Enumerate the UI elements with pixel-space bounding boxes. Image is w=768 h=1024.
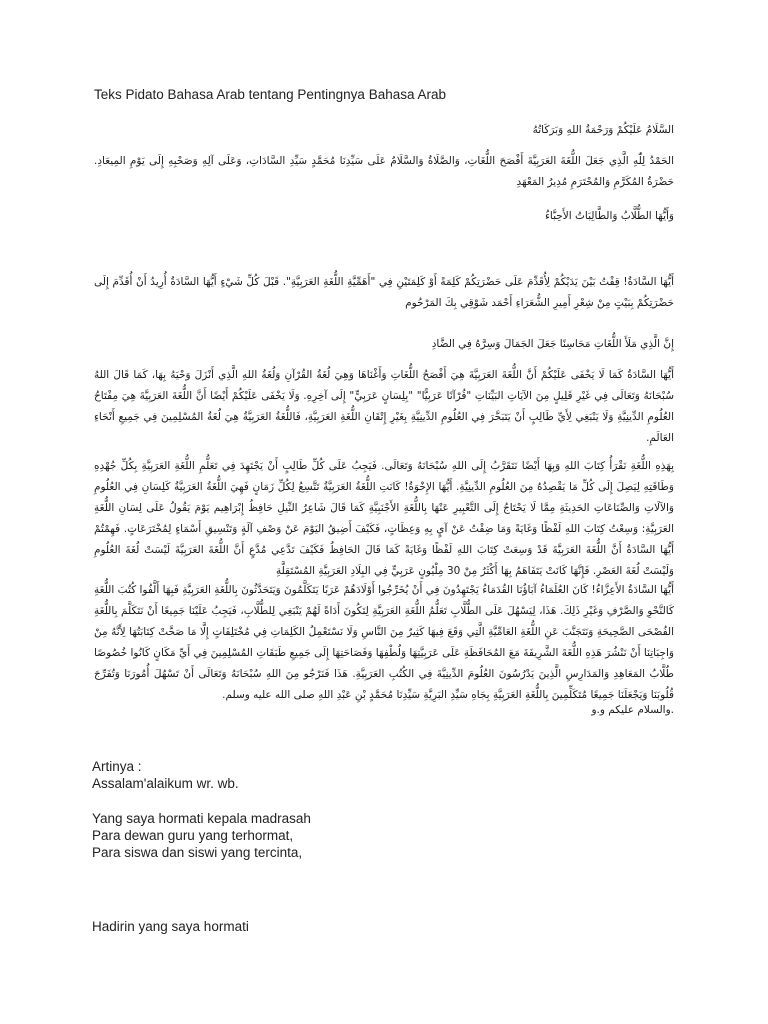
arabic-closing: .والسلام عليكم و.و (591, 704, 674, 716)
greeting-line-3: Para siswa dan siswi yang tercinta, (92, 845, 303, 860)
greeting-line-1: Yang saya hormati kepala madrasah (92, 811, 311, 826)
translation-salam: Assalam'alaikum wr. wb. (92, 776, 239, 791)
greeting-line-4: Hadirin yang saya hormati (92, 919, 249, 934)
arabic-salam: السَّلَامُ عَلَيْكُمْ وَرَحْمَةُ اللهِ وَبَرَكَاتُهُ (532, 124, 674, 136)
arabic-paragraph-2: أَيُّهَا السَّادَةُ كَمَا لَا يَخْفَى عَلَيْكُمْ أَنَّ اللُّغَةَ العَرَبِيَّةَ هِيَ أَفْصَحُ اللُّغَاتِ وَأَغْنَاهَا وَهِيَ لُغَةُ القُرْآنِ وَلُغَةُ اللهِ الَّذِي أَنْزَلَ وَحْيَهُ بِهَا، كَمَا قَالَ اللهُ سُبْحَانَهُ وَتَعَالَى فِي غَيْرِ قَلِيلٍ مِنَ الآيَاتِ البَيِّنَاتِ "قُرْآنًا عَرَبِيًّا" "بِلِسَانٍ عَرَبِيٍّ" إِلَى آخِرِهِ. وَلَا يَخْفَى عَلَيْكُمْ أَيْضًا أَنَّ اللُّغَةَ العَرَبِيَّةَ هِيَ مِفْتَاحُ العُلُومِ الدِّينِيَّةِ وَلَا يَنْبَغِي لِأَيِّ طَالِبٍ أَنْ يَتَبَحَّرَ فِي العُلُومِ الدِّينِيَّةِ بِغَيْرِ إِتْقَانِ اللُّغَةِ العَرَبِيَّةِ، فَاللُّغَةُ العَرَبِيَّةُ هِيَ لُغَةُ المُسْلِمِينَ فِي جَمِيعِ أَنْحَاءِ العَالَمِ. (94, 369, 674, 444)
arabic-poem-line: إِنَّ الَّذِي مَلَأَ اللُّغَاتِ مَحَاسِنًا جَعَلَ الجَمَالَ وَسِرَّهُ فِي الضَّادِ (431, 338, 674, 350)
arabic-paragraph-3: بِهَذِهِ اللُّغَةِ نَقْرَأُ كِتَابَ اللهِ وَبِهَا أَيْضًا نَتَقَرَّبُ إِلَى اللهِ سُبْحَانَهُ وَتَعَالَى. فَيَجِبُ عَلَى كُلِّ طَالِبٍ أَنْ يَجْتَهِدَ فِي تَعَلُّمِ اللُّغَةِ العَرَبِيَّةِ بِكُلِّ جُهْدِهِ وَطَاقَتِهِ لِيَصِلَ إِلَى كُلِّ مَا يَقْصِدُهُ مِنَ العُلُومِ الدِّينِيَّةِ. أَيُّهَا الإِخْوَةُ! كَانَتِ اللُّغَةُ العَرَبِيَّةُ تَتَّسِعُ لِكُلِّ زَمَانٍ فَهِيَ اللُّغَةُ العَرَبِيَّةُ كَلِسَانِ فِي العُلُومِ وَالآلَاتِ وَالصِّنَاعَاتِ الحَدِيثَةِ مِمَّا لَا يَحْتَاجُ إِلَى التَّعْبِيرِ عَنْهَا بِاللُّغَةِ الأَجْنَبِيَّةِ كَمَا قَالَ شَاعِرُ النِّيلِ حَافِظُ إِبْرَاهِيم يَوْمَ يَقُولُ عَلَى لِسَانِ اللُّغَةِ العَرَبِيَّةِ: وَسِعْتُ كِتَابَ اللهِ لَفْظًا وَغَايَةً وَمَا ضِقْتُ عَنْ آيٍ بِهِ وَعِظَاتٍ، فَكَيْفَ أَضِيقُ اليَوْمَ عَنْ وَصْفِ آلَةٍ وَتَنْسِيقِ أَسْمَاءٍ لِمُخْتَرَعَاتٍ. فَهِمْتُمْ أَيُّهَا السَّادَةُ أَنَّ اللُّغَةَ العَرَبِيَّةَ قَدْ وَسِعَتْ كِتَابَ اللهِ لَفْظًا وَغَايَةً كَمَا قَالَ الحَافِظُ فَكَيْفَ تَدَّعِي مُدَّعٍ أَنَّ اللُّغَةَ العَرَبِيَّةَ لَيْسَتْ لُغَةَ العُلُومِ وَلَيْسَتْ لُغَةَ العَصْرِ. فَإِنَّهَا كَانَتْ يَتَفَاهَمُ بِهَا أَكْثَرُ مِنْ 30 مِلْيُونٍ عَرَبِيٍّ فِي البِلَادِ العَرَبِيَّةِ المُسْتَقِلَّةِ (94, 460, 674, 577)
greeting-line-2: Para dewan guru yang terhormat, (92, 828, 294, 843)
document-title: Teks Pidato Bahasa Arab tentang Pentingnya Bahasa Arab (94, 87, 447, 102)
arabic-paragraph-1: أَيُّهَا السَّادَةُ! قِفْتُ بَيْنَ يَدَيْكُمْ لِأُقَدِّمَ عَلَى حَضْرَتِكُمْ كَلِمَةً أَوْ كَلِمَتَيْنِ فِي "أَهَمِّيَّةِ اللُّغَةِ العَرَبِيَّةِ". قَبْلَ كُلِّ شَيْءٍ أَيُّهَا السَّادَةُ أُرِيدُ أَنْ أُقَدِّمَ إِلَى حَضْرَتِكُمْ بِبَيْتٍ مِنْ شِعْرِ أَمِيرِ الشُّعَرَاءِ أَحْمَد شَوْقِي بِكَ المَرْحُوم (94, 276, 674, 309)
arabic-paragraph-4: أَيُّهَا السَّادَةُ الأَعِزَّاءُ! كَانَ العُلَمَاءُ آبَاؤُنَا القُدَمَاءُ يَجْتَهِدُونَ فِي أَنْ يُخَرِّجُوا أَوْلَادَهُمْ عَرَبًا يَتَكَلَّمُونَ وَيَتَحَدَّثُونَ بِاللُّغَةِ العَرَبِيَّةِ فَبِهَا أَلَّفُوا كُتُبَ اللُّغَةِ كَالنَّحْوِ وَالصَّرْفِ وَغَيْرِ ذَلِكَ. هَذَا، لِيَسْهُلَ عَلَى الطُّلَّابِ تَعَلُّمُ اللُّغَةِ العَرَبِيَّةِ لِتَكُونَ أَدَاةً لَهُمْ يَنْبَغِي لِلطُّلَّابِ، فَيَجِبُ عَلَيْنَا جَمِيعًا أَنْ نَتَكَلَّمَ بِاللُّغَةِ الفُصْحَى الصَّحِيحَةِ وَنَتَجَنَّبَ عَنِ اللُّغَةِ العَامِّيَّةِ الَّتِي وَقَعَ فِيهَا كَثِيرٌ مِنَ النَّاسِ وَلَا نَسْتَعْمِلُ الكَلِمَاتِ فِي مُخْتَلِفَاتٍ إِلَّا مَا صَحَّتْ كِتَابَتُهَا لِأَنَّهُ مِنْ وَاجِبَاتِنَا أَنْ نَنْشُرَ هَذِهِ اللُّغَةَ الشَّرِيفَةَ مَعَ المُحَافَظَةِ عَلَى عَرَبِيَّتِهَا وَلُطْفِهَا وَفَصَاحَتِهَا إِلَى جَمِيعِ طَبَقَاتِ المُسْلِمِينَ فِي أَيِّ مَكَانٍ كَانُوا خُصُوصًا طُلَّابُ المَعَاهِدِ وَالمَدَارِسِ الَّذِينَ يَدْرُسُونَ العُلُومَ الدِّينِيَّةَ فِي الكُتُبِ العَرَبِيَّةِ. هَذَا فَنَرْجُو مِنَ اللهِ سُبْحَانَهُ وَتَعَالَى أَنْ تَسْهُلَ أُمُورَنَا وَتُفَرِّجَ قُلُوبَنَا وَيَجْعَلَنَا جَمِيعًا مُتَكَلِّمِينَ بِاللُّغَةِ العَرَبِيَّةِ بِجَاهِ سَيِّدِ البَرِيَّةِ سَيِّدِنَا مُحَمَّدٍ بْنِ عَبْدِ اللهِ صلى الله عليه وسلم. (94, 584, 674, 701)
translation-greetings (92, 810, 311, 861)
arabic-hamd-paragraph: الحَمْدُ لِلّٰهِ الَّذِي جَعَلَ اللُّغَةَ العَرَبِيَّةَ أَفْصَحَ اللُّغَاتِ، وَالصَّلَاةُ وَالسَّلَامُ عَلَى سَيِّدِنَا مُحَمَّدٍ سَيِّدِ السَّادَاتِ، وَعَلَى آلِهِ وَصَحْبِهِ إِلَى يَوْمِ المِيعَادِ. حَضْرَةُ المُكَرَّمِ وَالمُحْتَرَمِ مُدِيرُ المَعْهَدِ (94, 155, 674, 188)
artinya-label: Artinya : (92, 759, 142, 774)
translation-hadirin (92, 918, 249, 935)
arabic-greeting: وَأَيُّهَا الطُّلَّابُ وَالطَّالِبَاتُ الأَحِبَّاءُ (545, 210, 674, 222)
translation-block (92, 758, 239, 792)
